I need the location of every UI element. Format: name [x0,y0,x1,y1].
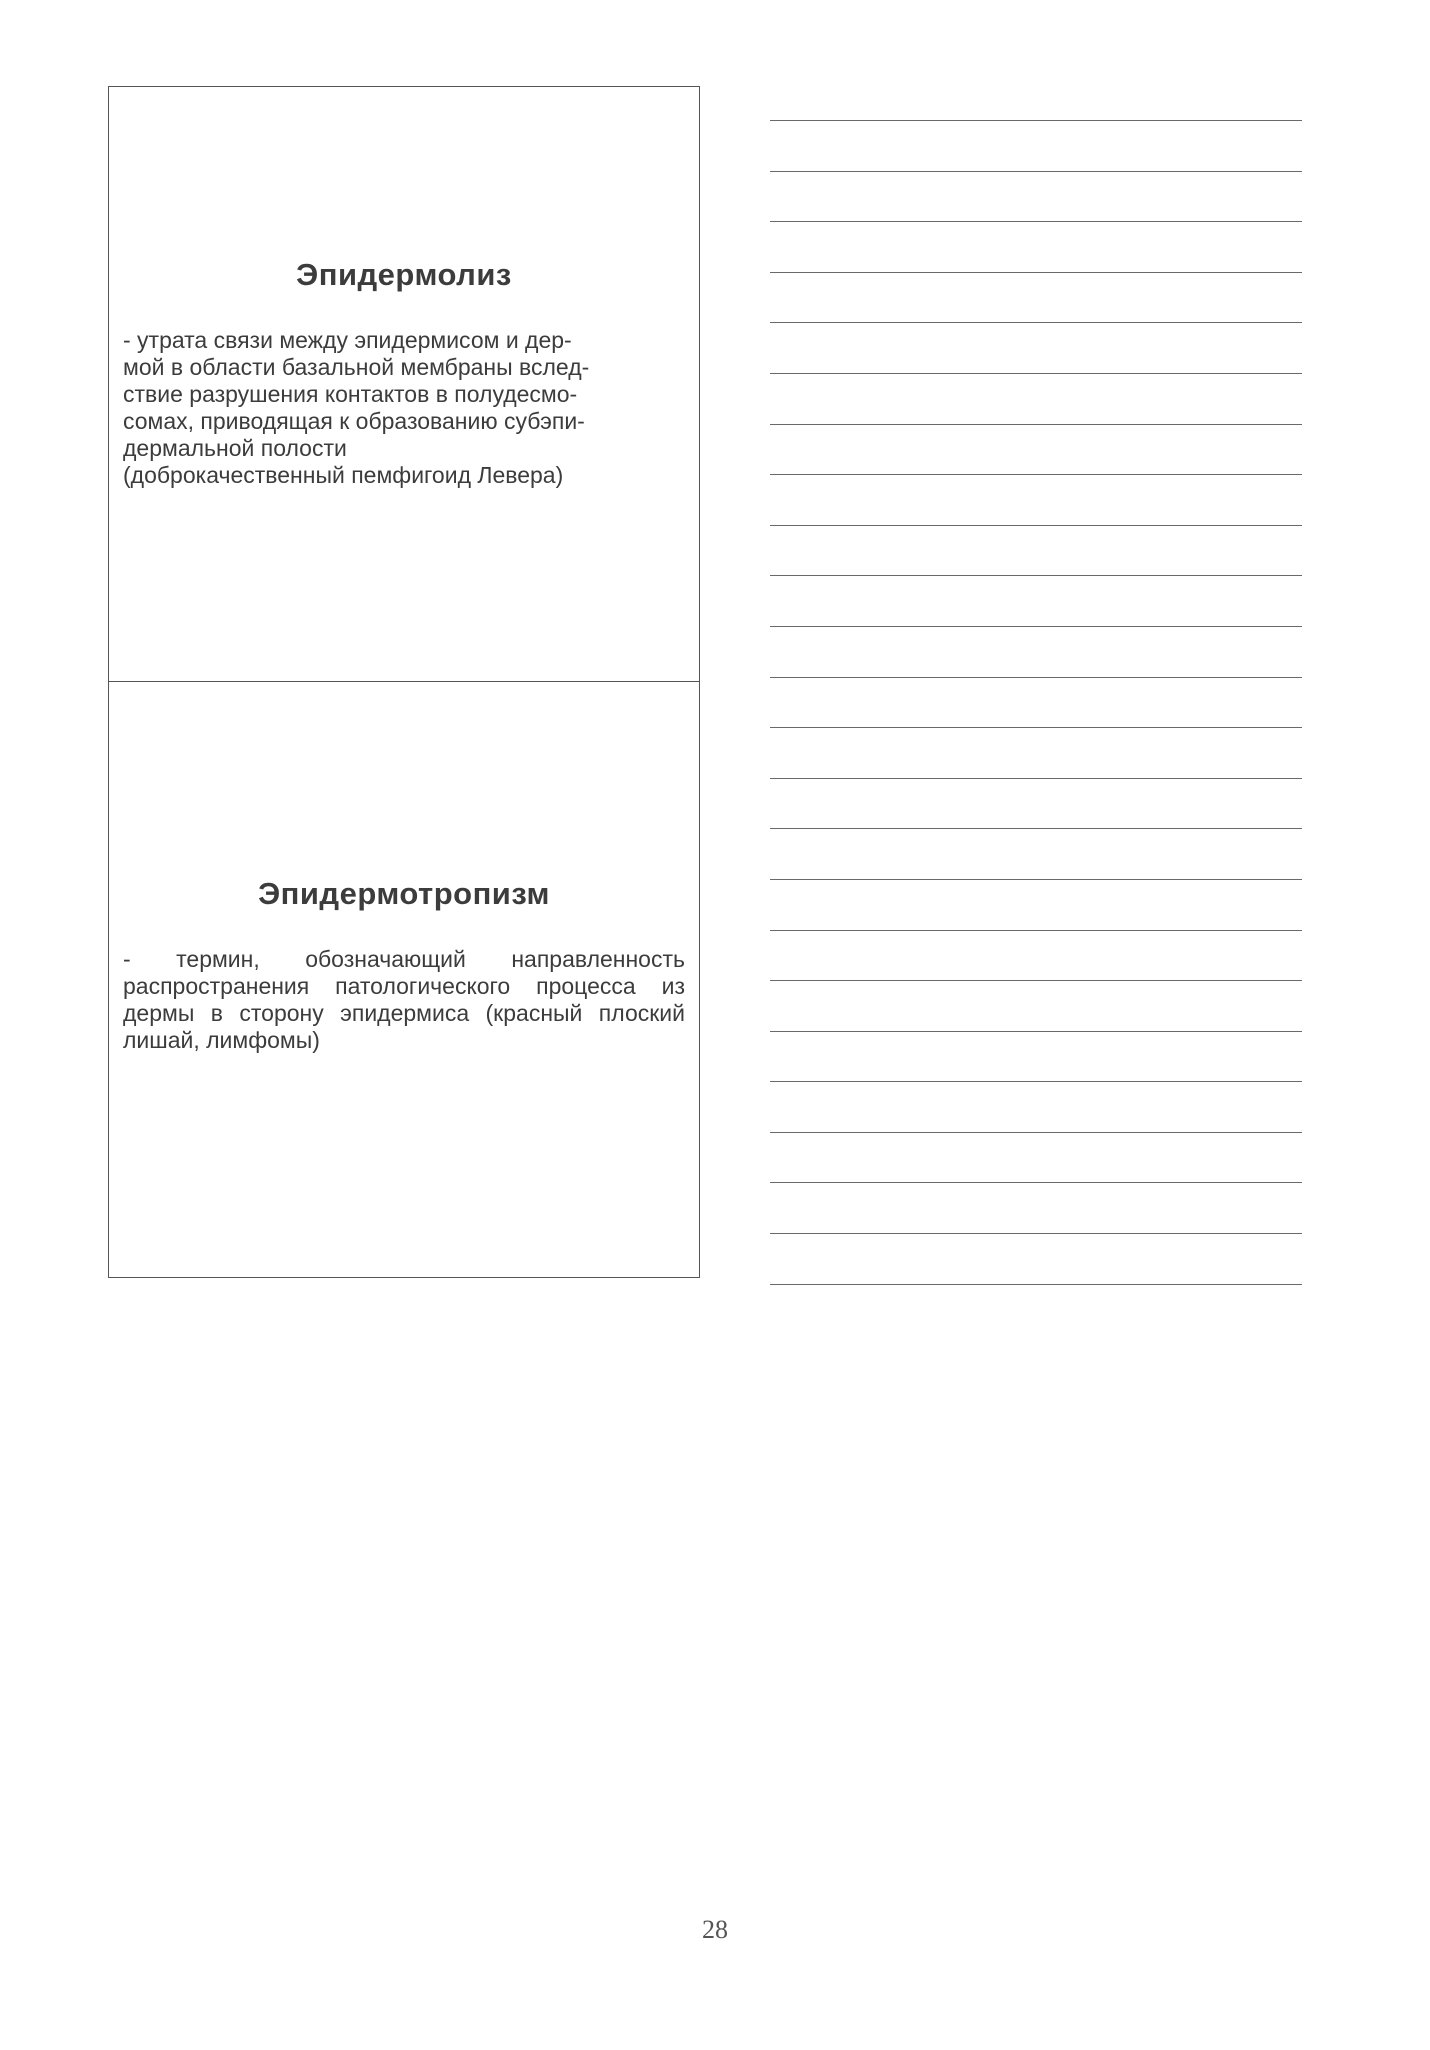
note-line [770,980,1302,981]
note-line [770,1031,1302,1032]
slide-title: Эпидермотропизм [258,876,550,911]
note-line [770,221,1302,222]
note-line [770,171,1302,172]
note-line [770,272,1302,273]
note-line [770,120,1302,121]
slide-epidermotropism [108,682,700,1278]
definition-line: сомах, приводящая к образованию субэпи- [123,408,585,434]
note-line [770,1284,1302,1285]
slide-title: Эпидермолиз [296,257,512,292]
slide-column [108,86,700,1278]
note-line [770,474,1302,475]
note-line [770,575,1302,576]
definition-line: - утрата связи между эпидермисом и дер- [123,327,572,353]
slide-definition [123,327,685,489]
note-line [770,1182,1302,1183]
note-line [770,727,1302,728]
note-line [770,1233,1302,1234]
note-line [770,1081,1302,1082]
definition-line: дермальной полости [123,435,347,461]
note-line [770,424,1302,425]
note-line [770,373,1302,374]
note-lines [770,120,1302,1334]
note-line [770,322,1302,323]
note-line [770,1132,1302,1133]
definition-line: ствие разрушения контактов в полудесмо- [123,381,578,407]
note-line [770,930,1302,931]
note-line [770,626,1302,627]
slide-epidermolysis [108,86,700,682]
definition-line: мой в области базальной мембраны вслед- [123,354,590,380]
page-number: 28 [702,1915,728,1944]
definition-line: (доброкачественный пемфигоид Левера) [123,462,564,488]
note-line [770,828,1302,829]
note-line [770,525,1302,526]
note-line [770,677,1302,678]
slide-definition: - термин, обозначающий направленность распространения патологического процесса из дермы в сторону эпидермиса (красный плоский лишай, лимфомы) [123,946,685,1053]
note-line [770,879,1302,880]
note-line [770,778,1302,779]
